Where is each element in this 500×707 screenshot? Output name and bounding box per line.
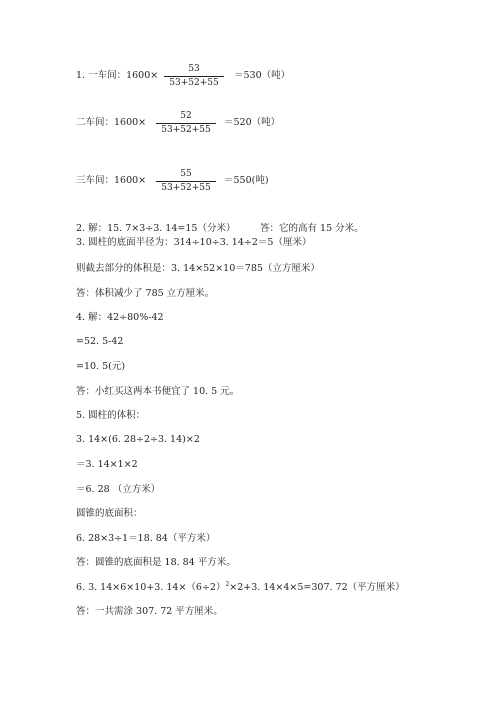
q4-line2: =52. 5-42	[76, 336, 124, 347]
q4-line3: =10. 5(元)	[76, 361, 126, 372]
q3-answer: 答：体积减少了 785 立方厘米。	[76, 288, 215, 299]
q1-row3-fraction	[156, 169, 216, 194]
q4-line1: 4. 解：42÷80%-42	[76, 312, 164, 323]
q2-answer: 答：它的高有 15 分米。	[260, 223, 364, 234]
q6-answer: 答：一共需涂 307. 72 平方厘米。	[76, 606, 223, 617]
q4-answer: 答：小红买这两本书便宜了 10. 5 元。	[76, 386, 240, 397]
q2-solution-line: 2. 解：15. 7×3÷3. 14=15（分米）	[76, 223, 236, 234]
q1-row2-result: ＝520（吨）	[224, 117, 281, 128]
q6-line1-part-a: 6. 3. 14×6×10+3. 14×（6÷2）	[76, 582, 226, 593]
q1-row3-denominator: 53+52+55	[161, 183, 211, 193]
q6-line1-part-b: ×2+3. 14×4×5=307. 72（平方厘米）	[229, 582, 405, 593]
q1-row3-result: ＝550(吨)	[224, 175, 269, 186]
q3-radius-line: 3. 圆柱的底面半径为：314÷10÷3. 14÷2＝5（厘米）	[76, 237, 312, 248]
q5-line1: 5. 圆柱的体积：	[76, 410, 146, 421]
q1-row2-fraction	[156, 111, 216, 136]
q5-line5: 圆锥的底面积：	[76, 508, 143, 519]
q1-row2-label: 二车间：1600×	[76, 117, 147, 128]
q3-volume-line: 则截去部分的体积是：3. 14×52×10＝785（立方厘米）	[76, 263, 320, 274]
q5-answer: 答：圆锥的底面积是 18. 84 平方米。	[76, 557, 236, 568]
q1-row1-label: 1. 一车间：1600×	[76, 70, 159, 81]
q1-row1-result: ＝530（吨）	[234, 70, 291, 81]
q1-row1-denominator: 53+52+55	[169, 78, 219, 88]
q1-row1-numerator: 53	[164, 64, 224, 77]
q6-line1-exponent: 2	[225, 580, 230, 588]
q1-row3-numerator: 55	[156, 169, 216, 182]
q5-line2: 3. 14×(6. 28÷2÷3. 14)×2	[76, 434, 200, 445]
q1-row3-label: 三车间：1600×	[76, 175, 147, 186]
q5-line4: ＝6. 28 （立方米）	[76, 484, 161, 495]
q6-line1	[76, 582, 405, 594]
q5-line6: 6. 28×3÷1＝18. 84（平方米）	[76, 533, 216, 544]
q1-row1-fraction	[164, 64, 224, 89]
q5-line3: ＝3. 14×1×2	[76, 459, 138, 470]
q1-row2-numerator: 52	[156, 111, 216, 124]
q1-row2-denominator: 53+52+55	[161, 125, 211, 135]
